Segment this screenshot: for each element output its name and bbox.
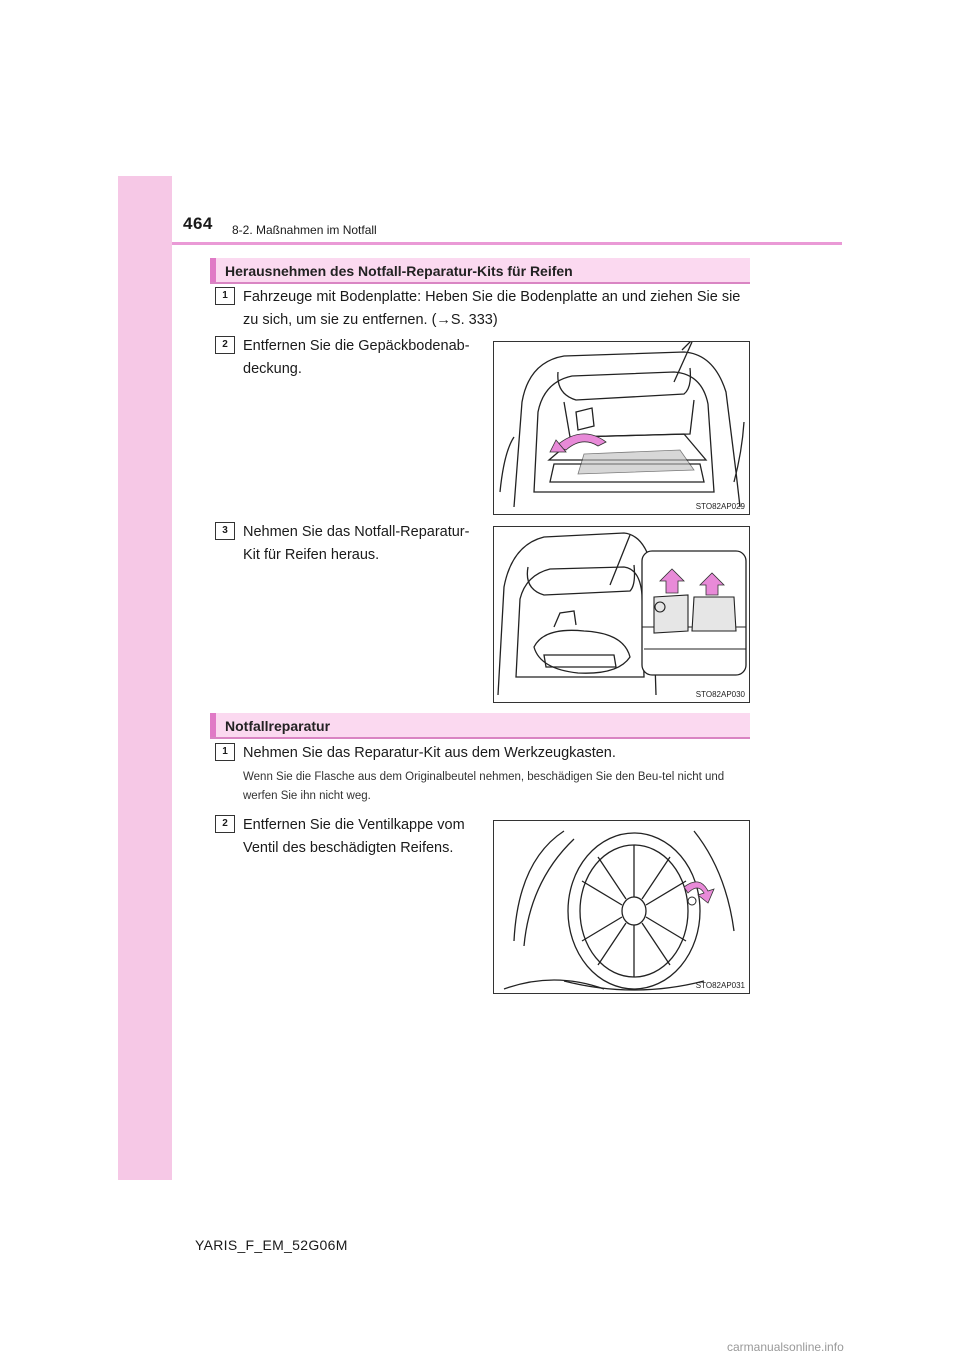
illustration-repair-kit [493,526,750,703]
chapter-title: 8-2. Maßnahmen im Notfall [232,223,377,237]
step-text: Entfernen Sie die Ventilkappe vom Ventil des beschädigten Reifens. [243,817,465,856]
step-number-box: 1 [215,743,235,761]
step-number-box: 1 [215,287,235,305]
section-heading-removal [210,258,750,284]
watermark: carmanualsonline.info [727,1340,844,1354]
car-trunk-drawing [494,342,749,514]
side-band [118,176,172,1180]
step-number-box: 3 [215,522,235,540]
step-text: Nehmen Sie das Reparatur-Kit aus dem Werkzeugkasten. [243,745,616,761]
step-text: Nehmen Sie das Notfall-Reparatur-Kit für Reifen heraus. [243,524,470,563]
figure-code: STO82AP031 [695,981,745,990]
figure-code: STO82AP030 [695,690,745,699]
section-heading-text: Herausnehmen des Notfall-Reparatur-Kits für Reifen [225,263,573,279]
step-text: Entfernen Sie die Gepäckbodenab-deckung. [243,338,470,377]
repair-kit-drawing [494,527,749,702]
step-text: Fahrzeuge mit Bodenplatte: Heben Sie die Bodenplatte an und ziehen Sie sie zu sich, um sie zu entfernen. (→S. 333) [243,289,741,328]
step-number-box: 2 [215,815,235,833]
illustration-valve-cap [493,820,750,994]
document-code: YARIS_F_EM_52G06M [195,1237,348,1253]
wheel-drawing [494,821,749,993]
section-heading-emergency-repair [210,713,750,739]
step-note: Wenn Sie die Flasche aus dem Originalbeutel nehmen, beschädigen Sie den Beu-tel nicht und werfen Sie ihn nicht weg. [243,771,725,802]
step-number-box: 2 [215,336,235,354]
section-heading-text: Notfallreparatur [225,718,331,734]
page-number: 464 [183,214,213,233]
illustration-luggage-cover [493,341,750,515]
figure-code: STO82AP029 [695,502,745,511]
header-rule [172,242,842,245]
